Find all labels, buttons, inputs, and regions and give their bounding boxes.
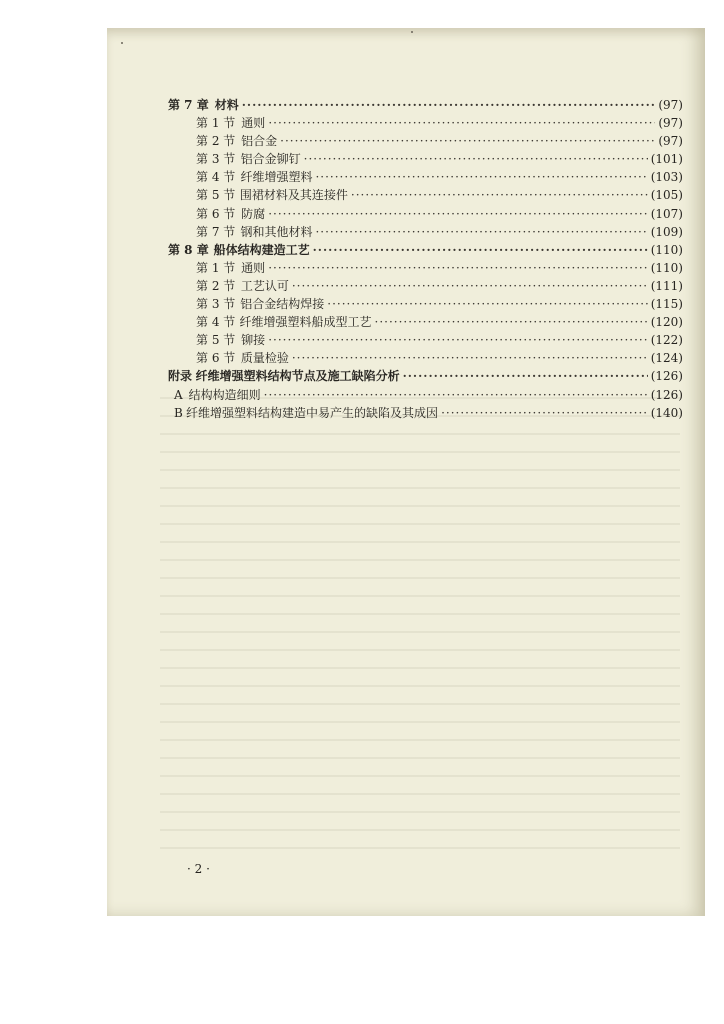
toc-entry-title: 质量检验 xyxy=(240,351,289,366)
toc-entry xyxy=(168,367,683,385)
toc-entry-page: (97) xyxy=(658,134,683,149)
toc-entry-page: (124) xyxy=(650,351,683,366)
toc-entry-number: 第 2 节 xyxy=(196,278,236,293)
toc-entry-page: (126) xyxy=(650,369,683,384)
dot-leader xyxy=(315,223,647,241)
toc-entry xyxy=(168,404,683,422)
toc-entry xyxy=(168,168,683,186)
toc-entry xyxy=(168,386,683,404)
toc-entry-title: 纤维增强塑料结构节点及施工缺陷分析 xyxy=(195,369,400,384)
dot-leader xyxy=(264,386,648,404)
toc-entry xyxy=(168,331,683,349)
toc-entry-title: 铆接 xyxy=(241,333,266,348)
bleed-through-texture xyxy=(160,385,680,855)
dot-leader xyxy=(292,277,648,295)
dot-leader xyxy=(441,404,648,422)
toc-entry-page: (110) xyxy=(650,260,683,275)
toc-entry-number: 第 6 节 xyxy=(196,206,236,221)
dot-leader xyxy=(268,259,648,277)
toc-entry-number: 第 1 节 xyxy=(196,116,236,131)
toc-entry-title: 材料 xyxy=(214,98,239,112)
toc-entry-title: 工艺认可 xyxy=(240,278,289,293)
toc-entry-number: 第 5 节 xyxy=(196,188,236,203)
dot-leader xyxy=(304,150,648,168)
toc-entry-page: (120) xyxy=(650,315,683,330)
toc-entry-title: 钢和其他材料 xyxy=(240,224,313,239)
toc-entry-title: 结构构造细则 xyxy=(188,387,261,402)
toc-entry-title: 铝合金铆钉 xyxy=(240,152,301,167)
toc-entry-number: 第 3 节 xyxy=(196,152,236,167)
toc-entry-number: 第 7 节 xyxy=(196,224,236,239)
toc-entry xyxy=(168,96,683,114)
dot-leader xyxy=(327,295,647,313)
toc-entry-number: 第 4 节 xyxy=(196,170,236,185)
toc-entry-number: 第 6 节 xyxy=(196,351,236,366)
toc-entry-page: (103) xyxy=(650,170,683,185)
dot-leader xyxy=(268,331,648,349)
toc-entry-title: 纤维增强塑料结构建造中易产生的缺陷及其成因 xyxy=(186,405,439,420)
dot-leader xyxy=(403,367,648,385)
toc-entry-number: 第 7 章 xyxy=(168,98,209,112)
toc-entry xyxy=(168,132,683,150)
toc-entry-number: 第 1 节 xyxy=(196,260,236,275)
toc-entry-title: 纤维增强塑料 xyxy=(240,170,313,185)
toc-entry-title: 纤维增强塑料船成型工艺 xyxy=(239,315,372,330)
table-of-contents xyxy=(168,96,683,422)
toc-entry-title: 铝合金 xyxy=(241,134,278,149)
dot-leader xyxy=(280,132,655,150)
toc-entry-page: (105) xyxy=(650,188,683,203)
dot-leader xyxy=(268,114,655,132)
toc-entry xyxy=(168,223,683,241)
toc-entry-number: B xyxy=(174,405,183,420)
dot-leader xyxy=(375,313,648,331)
toc-entry-number: A xyxy=(174,387,183,402)
toc-entry-title: 船体结构建造工艺 xyxy=(213,242,310,257)
toc-entry xyxy=(168,313,683,331)
toc-entry xyxy=(168,259,683,277)
toc-entry-title: 围裙材料及其连接件 xyxy=(239,188,348,203)
toc-entry-number: 第 3 节 xyxy=(196,297,236,312)
toc-entry-page: (109) xyxy=(650,224,683,239)
toc-entry-number: 第 8 章 xyxy=(168,242,209,257)
toc-entry-page: (122) xyxy=(650,333,683,348)
toc-entry-title: 通则 xyxy=(241,116,266,131)
toc-entry-page: (97) xyxy=(658,98,683,112)
dot-leader xyxy=(268,205,648,223)
page-number: · 2 · xyxy=(187,862,210,876)
toc-entry-number: 附录 xyxy=(168,369,193,384)
toc-entry-title: 铝合金结构焊接 xyxy=(240,297,325,312)
toc-entry xyxy=(168,349,683,367)
toc-entry-title: 通则 xyxy=(241,260,266,275)
toc-entry xyxy=(168,241,683,259)
toc-entry xyxy=(168,205,683,223)
toc-entry-page: (126) xyxy=(650,387,683,402)
toc-entry xyxy=(168,295,683,313)
toc-entry-page: (110) xyxy=(650,242,683,257)
dot-leader xyxy=(315,168,647,186)
toc-entry-page: (115) xyxy=(650,297,683,312)
toc-entry-title: 防腐 xyxy=(241,206,266,221)
toc-entry-page: (97) xyxy=(658,116,683,131)
dot-leader xyxy=(351,186,648,204)
dot-leader xyxy=(313,241,648,259)
speck xyxy=(411,31,413,33)
speck xyxy=(121,42,123,44)
toc-entry-number: 第 4 节 xyxy=(196,315,236,330)
toc-entry-page: (111) xyxy=(650,278,683,293)
toc-entry-page: (140) xyxy=(650,405,683,420)
toc-entry-number: 第 2 节 xyxy=(196,134,236,149)
toc-entry xyxy=(168,186,683,204)
dot-leader xyxy=(292,349,648,367)
toc-entry-page: (101) xyxy=(650,152,683,167)
toc-entry-page: (107) xyxy=(650,206,683,221)
toc-entry xyxy=(168,150,683,168)
toc-entry xyxy=(168,277,683,295)
toc-entry xyxy=(168,114,683,132)
dot-leader xyxy=(242,96,656,114)
toc-entry-number: 第 5 节 xyxy=(196,333,236,348)
